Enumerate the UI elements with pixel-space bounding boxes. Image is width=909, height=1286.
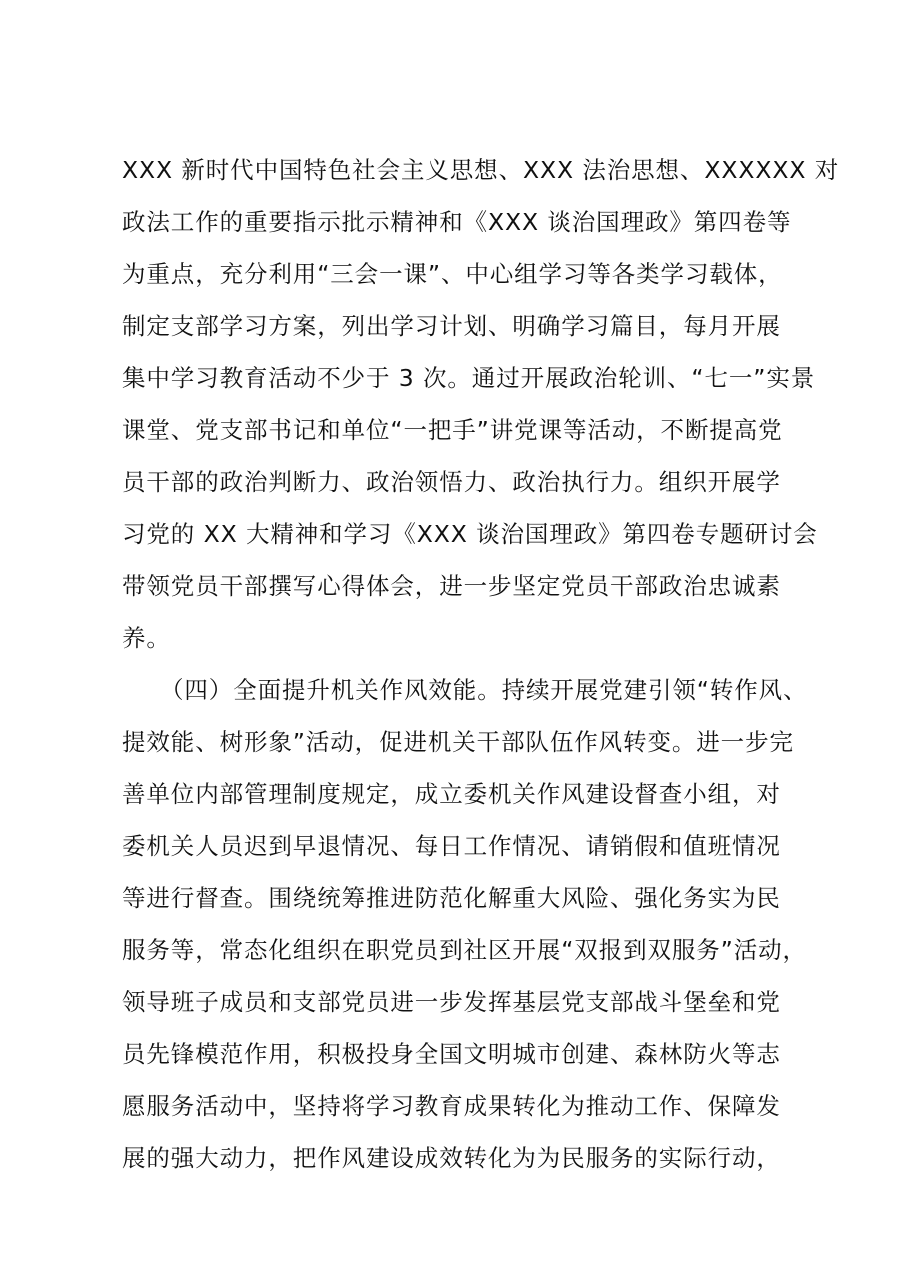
text-line: 养。	[122, 624, 171, 652]
text-line: 课堂、党支部书记和单位“一把手”讲党课等活动，不断提高党	[122, 416, 783, 444]
text-line: 提效能、树形象”活动，促进机关干部队伍作风转变。进一步完	[122, 728, 794, 756]
text-line: 委机关人员迟到早退情况、每日工作情况、请销假和值班情况	[122, 832, 781, 860]
text-line: 集中学习教育活动不少于 3 次。通过开展政治轮训、“七一”实景	[122, 364, 816, 392]
text-line: 等进行督查。围绕统筹推进防范化解重大风险、强化务实为民	[122, 884, 781, 912]
text-line: 领导班子成员和支部党员进一步发挥基层党支部战斗堡垒和党	[122, 988, 781, 1016]
text-line: 政法工作的重要指示批示精神和《XXX 谈治国理政》第四卷等	[122, 208, 792, 236]
text-line: 制定支部学习方案，列出学习计划、明确学习篇目，每月开展	[122, 312, 781, 340]
text-line: 带领党员干部撰写心得体会，进一步坚定党员干部政治忠诚素	[122, 572, 781, 600]
text-line: 为重点，充分利用“三会一课”、中心组学习等各类学习载体，	[122, 260, 783, 288]
text-line: 服务等，常态化组织在职党员到社区开展“双报到双服务”活动，	[122, 936, 807, 964]
text-line: 展的强大动力，把作风建设成效转化为为民服务的实际行动，	[122, 1144, 781, 1172]
text-line: 习党的 XX 大精神和学习《XXX 谈治国理政》第四卷专题研讨会	[122, 520, 818, 548]
text-line: 善单位内部管理制度规定，成立委机关作风建设督查小组，对	[122, 780, 781, 808]
text-line: 员干部的政治判断力、政治领悟力、政治执行力。组织开展学	[122, 468, 781, 496]
text-line: 员先锋模范作用，积极投身全国文明城市创建、森林防火等志	[122, 1040, 781, 1068]
text-line: XXX 新时代中国特色社会主义思想、XXX 法治思想、XXXXXX 对	[122, 156, 840, 184]
text-line: 愿服务活动中，坚持将学习教育成果转化为推动工作、保障发	[122, 1092, 781, 1120]
section-heading-line: （四）全面提升机关作风效能。持续开展党建引领“转作风、	[160, 676, 808, 704]
